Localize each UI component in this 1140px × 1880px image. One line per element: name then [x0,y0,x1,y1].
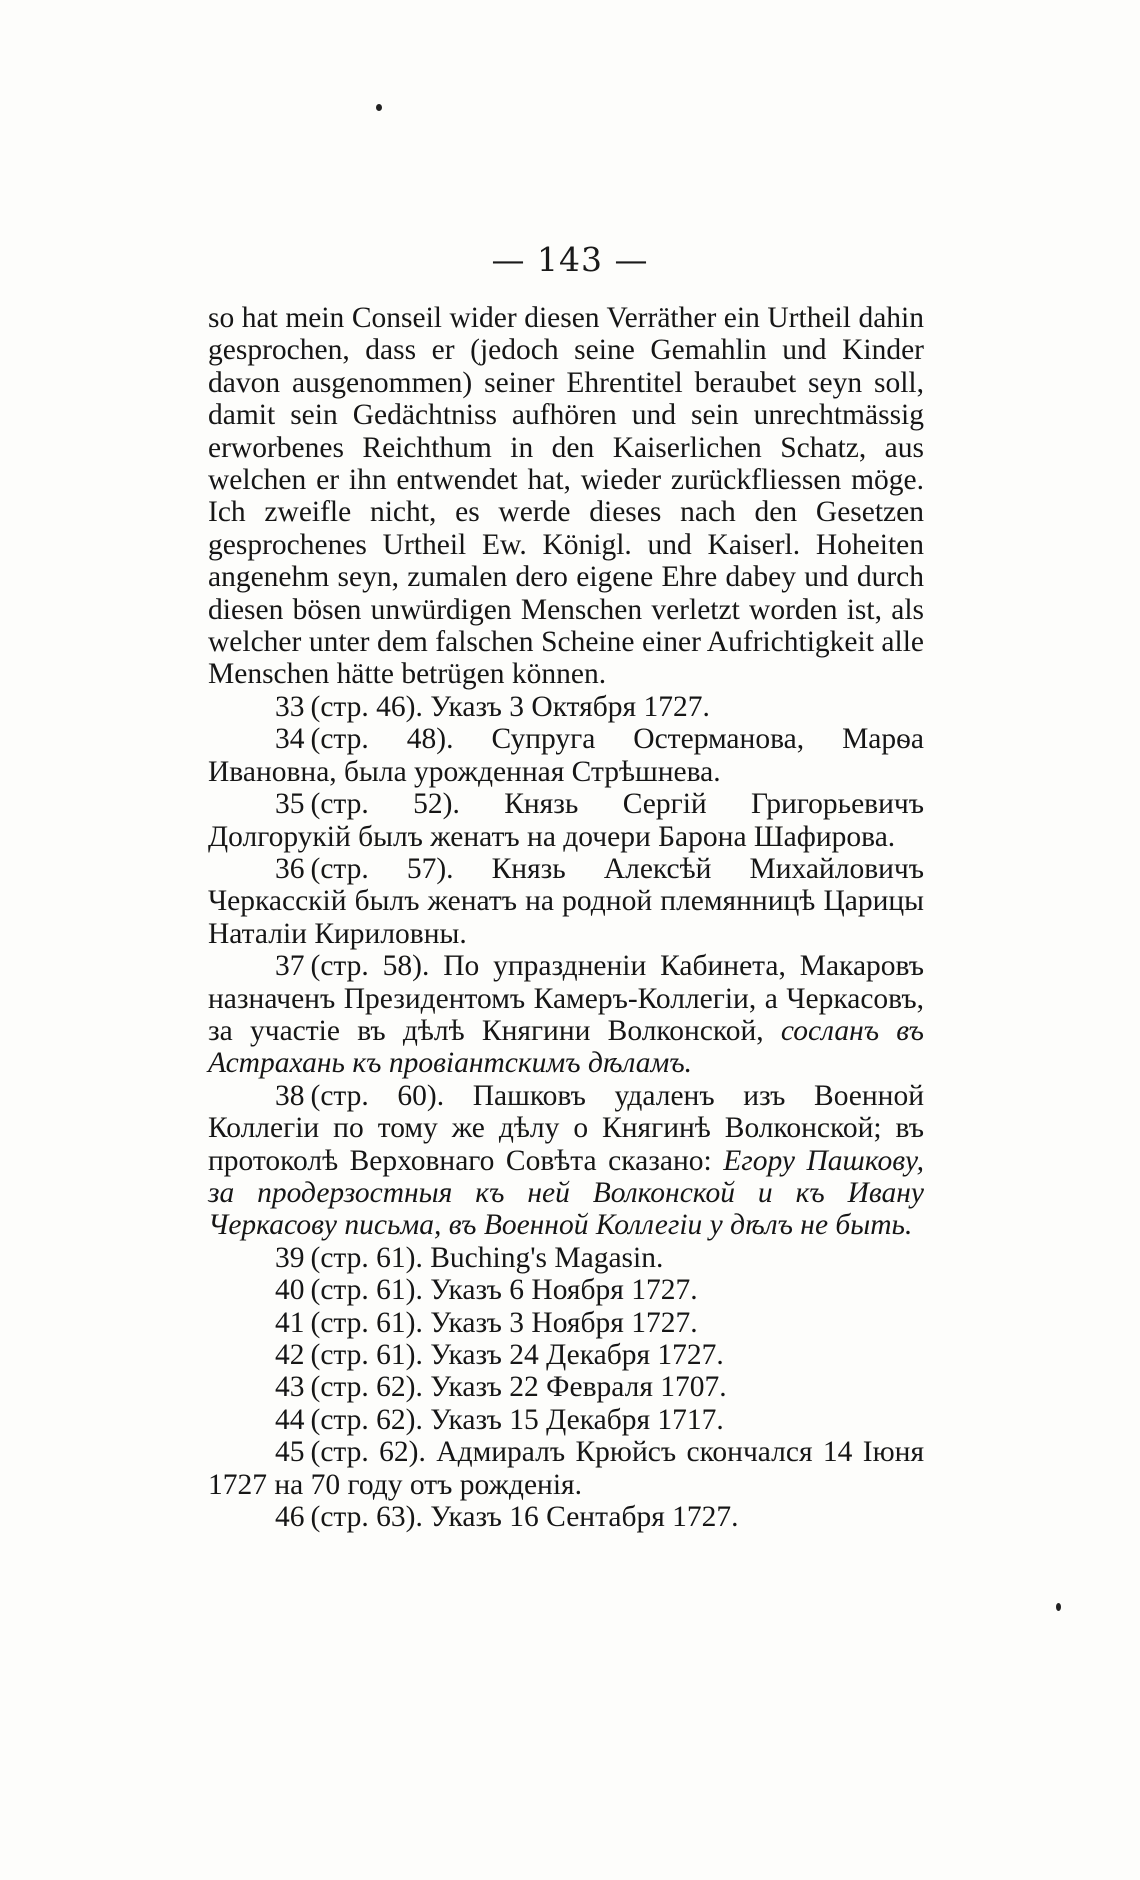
endnote-35: 35 (стр. 52). Князь Сергій Григорьевичъ Долгорукій былъ женатъ на дочери Барона Шафирова. [208,788,924,853]
ink-speck [1056,1603,1061,1611]
endnote-38: 38 (стр. 60). Пашковъ удаленъ изъ Военной Коллегіи по тому же дѣлу о Княгинѣ Волконской; въ протоколѣ Верховнаго Совѣта сказано: Егору Пашкову, за продерзостныя къ ней Волконской и къ Ивану Черкасову письма, въ Военной Коллегіи у дѣлъ не быть. [208,1079,925,1242]
endnotes [208,691,924,1534]
endnote-34: 34 (стр. 48). Супруга Остерманова, Марѳа Ивановна, была урожденная Стрѣшнева. [208,723,924,788]
page-number: — 143 — [491,240,649,279]
endnote-46: 46 (стр. 63). Указъ 16 Сентабря 1727. [275,1501,739,1534]
page-body [208,302,924,1533]
ink-speck [376,104,382,111]
endnote-37: 37 (стр. 58). По упраздненіи Кабинета, Макаровъ назначенъ Президентомъ Камеръ-Коллегіи, а Черкасовъ, за участіе въ дѣлѣ Княгини Волконской, сосланъ въ Астрахань къ провіантскимъ дѣламъ. [208,950,924,1080]
endnote-43: 43 (стр. 62). Указъ 22 Февраля 1707. [275,1371,727,1404]
endnote-33: 33 (стр. 46). Указъ 3 Октября 1727. [275,690,710,723]
endnote-42: 42 (стр. 61). Указъ 24 Декабря 1727. [275,1339,724,1371]
endnote-41: 41 (стр. 61). Указъ 3 Ноября 1727. [275,1306,698,1339]
endnote-36: 36 (стр. 57). Князь Алексѣй Михайловичъ Черкасскій былъ женатъ на родной племянницѣ Царицы Наталіи Кириловны. [208,852,925,950]
endnote-44: 44 (стр. 62). Указъ 15 Декабря 1717. [275,1403,724,1436]
endnote-39: 39 (стр. 61). Buching's Magasin. [275,1241,664,1274]
endnote-45: 45 (стр. 62). Адмиралъ Крюйсъ скончался 14 Іюня 1727 на 70 году отъ рожденія. [208,1436,925,1501]
german-letter-text [208,302,924,691]
endnote-40: 40 (стр. 61). Указъ 6 Ноября 1727. [275,1274,698,1307]
german-paragraph: so hat mein Conseil wider diesen Verräther ein Urtheil dahin gesprochen, dass er (jedoch seine Gemahlin und Kinder davon ausgenommen) seiner Ehrentitel beraubet seyn soll, damit sein Gedächtniss aufhören und sein unrechtmässig erworbenes Reichthum in den Kaiserlichen Schatz, aus welchen er ihn entwendet hat, wieder zurückfliessen möge. Ich zweifle nicht, es werde dieses nach den Gesetzen gesprochenes Urtheil Ew. Königl. und Kaiserl. Hoheiten angenehm seyn, zumalen dero eigene Ehre dabey und durch diesen bösen unwürdigen Menschen verletzt worden ist, als welcher unter dem falschen Scheine einer Aufrichtigkeit alle Menschen hätte betrügen können. [208,302,924,691]
